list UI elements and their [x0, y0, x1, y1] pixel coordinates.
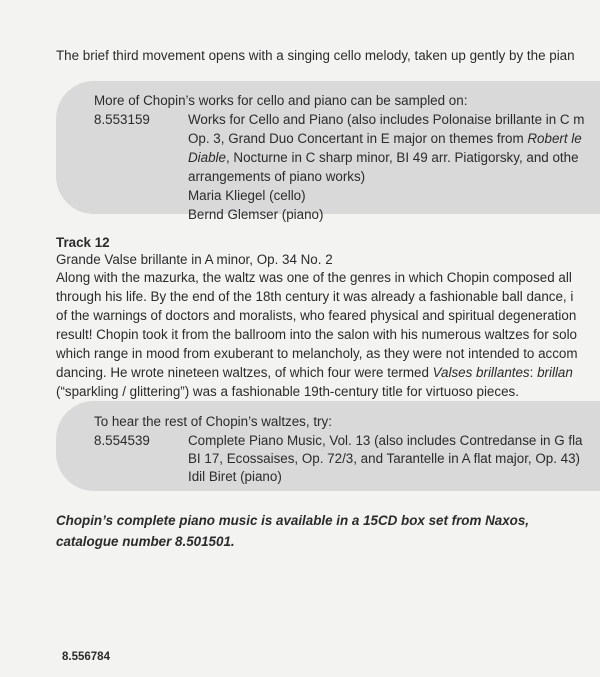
brillant-italic: brillan: [537, 365, 573, 380]
catalogue-number: 8.556784: [62, 651, 110, 663]
valses-brillantes-italic: Valses brillantes: [432, 365, 530, 380]
box1-performer-cello: Maria Kliegel (cello): [188, 188, 306, 203]
track-body-line-5-text: dancing. He wrote nineteen waltzes, of which four were termed: [56, 365, 433, 380]
track-body-line-4: which range in mood from exuberant to melancholy, as they were not intended to accom: [56, 346, 578, 361]
track-body-line-0: Along with the mazurka, the waltz was one of the genres in which Chopin composed all: [56, 270, 572, 285]
box1-line-0: Works for Cello and Piano (also includes Polonaise brillante in C m: [188, 112, 585, 127]
box1-line-2-text: , Nocturne in C sharp minor, BI 49 arr. Piatigorsky, and othe: [225, 150, 579, 165]
track-body-line-1: through his life. By the end of the 18th century it was already a fashionable ball dance, i: [56, 289, 574, 304]
track-body-line-5-colon: :: [529, 365, 538, 380]
track-title: Grande Valse brillante in A minor, Op. 34 No. 2: [56, 252, 333, 267]
track-body-line-5: [56, 363, 573, 382]
box2-catalogue: 8.554539: [94, 433, 150, 448]
box2-line-1: BI 17, Ecossaises, Op. 72/3, and Tarantelle in A flat major, Op. 43): [188, 451, 581, 466]
footer-note-line-1: Chopin’s complete piano music is available in a 15CD box set from Naxos,: [56, 513, 530, 528]
box1-catalogue: 8.553159: [94, 112, 150, 127]
box1-line-2: [188, 148, 579, 167]
box1-line-1-italic: Robert le: [527, 131, 582, 146]
track-label: Track 12: [56, 235, 110, 250]
box1-line-3: arrangements of piano works): [188, 169, 366, 184]
track-body-line-2: of the warnings of doctors and moralists, who feared physical and spiritual degeneration: [56, 308, 577, 323]
box1-line-1-text: Op. 3, Grand Duo Concertant in E major on themes from: [188, 131, 528, 146]
box1-line-1: [188, 129, 582, 148]
track-body-line-3: result! Chopin took it from the ballroom into the salon with his numerous waltzes for solo: [56, 327, 577, 342]
box1-heading: More of Chopin’s works for cello and piano can be sampled on:: [94, 93, 468, 108]
box2-performer: Idil Biret (piano): [188, 469, 282, 484]
box1-performer-piano: Bernd Glemser (piano): [188, 207, 324, 222]
track-body-line-6: (“sparkling / glittering”) was a fashionable 19th-century title for virtuoso pieces.: [56, 384, 519, 399]
recommendation-box-cello: [56, 81, 600, 222]
recommendation-box-waltzes: [56, 401, 600, 491]
box2-line-0: Complete Piano Music, Vol. 13 (also includes Contredanse in G fla: [188, 433, 583, 448]
box2-heading: To hear the rest of Chopin’s waltzes, try:: [94, 414, 332, 429]
footer-note-line-2: catalogue number 8.501501.: [56, 534, 235, 549]
box1-line-2-italic: Diable: [188, 150, 226, 165]
intro-text: The brief third movement opens with a singing cello melody, taken up gently by the pian: [56, 48, 575, 63]
